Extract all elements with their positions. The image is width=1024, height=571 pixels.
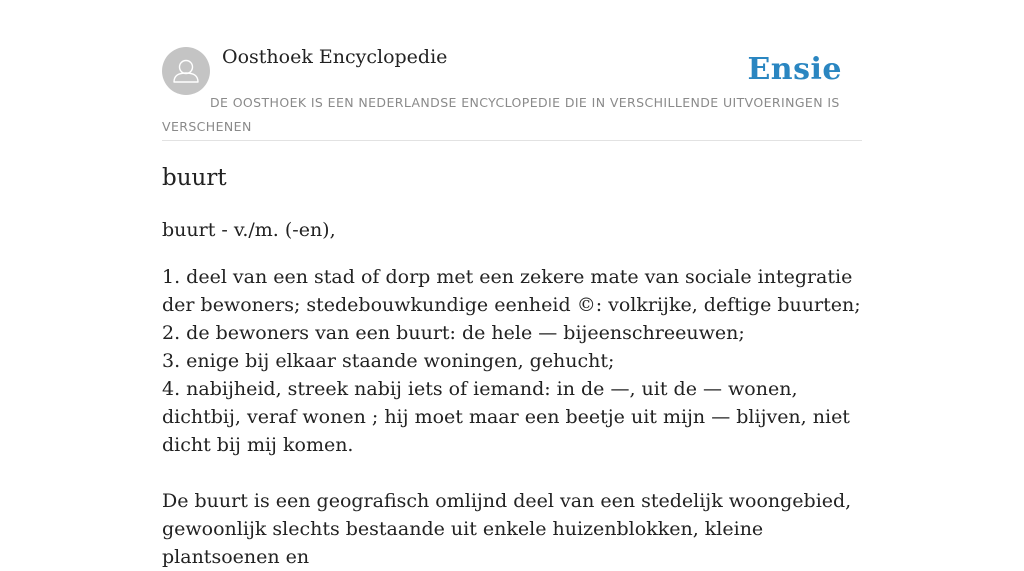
header — [162, 0, 862, 141]
definition-item: 4. nabijheid, streek nabij iets of iemand: in de —, uit de — wonen, dichtbij, veraf wonen ; hij moet maar een beetje uit mijn — blijven, niet dicht bij mij komen. — [162, 378, 850, 456]
definition-item: 2. de bewoners van een buurt: de hele — bijeenschreeuwen; — [162, 322, 745, 344]
entry-lemma: buurt - v./m. (-en), — [162, 219, 336, 241]
entry-content — [162, 160, 862, 571]
definition-item: 3. enige bij elkaar staande woningen, gehucht; — [162, 350, 615, 372]
entry-paragraph: De buurt is een geografisch omlijnd deel van een stedelijk woongebied, gewoonlijk slechts bestaande uit enkele huizenblokken, kleine plantsoenen en — [162, 490, 852, 568]
definition-item: 1. deel van een stad of dorp met een zekere mate van sociale integratie der bewoners; stedebouwkundige eenheid ©: volkrijke, deftige buurten; — [162, 266, 861, 316]
brand-logo[interactable]: Ensie — [747, 52, 842, 87]
entry-title: buurt — [162, 165, 227, 191]
site-title[interactable]: Oosthoek Encyclopedie — [222, 46, 448, 68]
site-tagline: DE OOSTHOEK IS EEN NEDERLANDSE ENCYCLOPEDIE DIE IN VERSCHILLENDE UITVOERINGEN IS VERSCHENEN — [162, 95, 840, 134]
person-outline-icon — [162, 47, 210, 95]
user-avatar-icon[interactable] — [162, 47, 210, 95]
definition-list — [162, 263, 862, 459]
